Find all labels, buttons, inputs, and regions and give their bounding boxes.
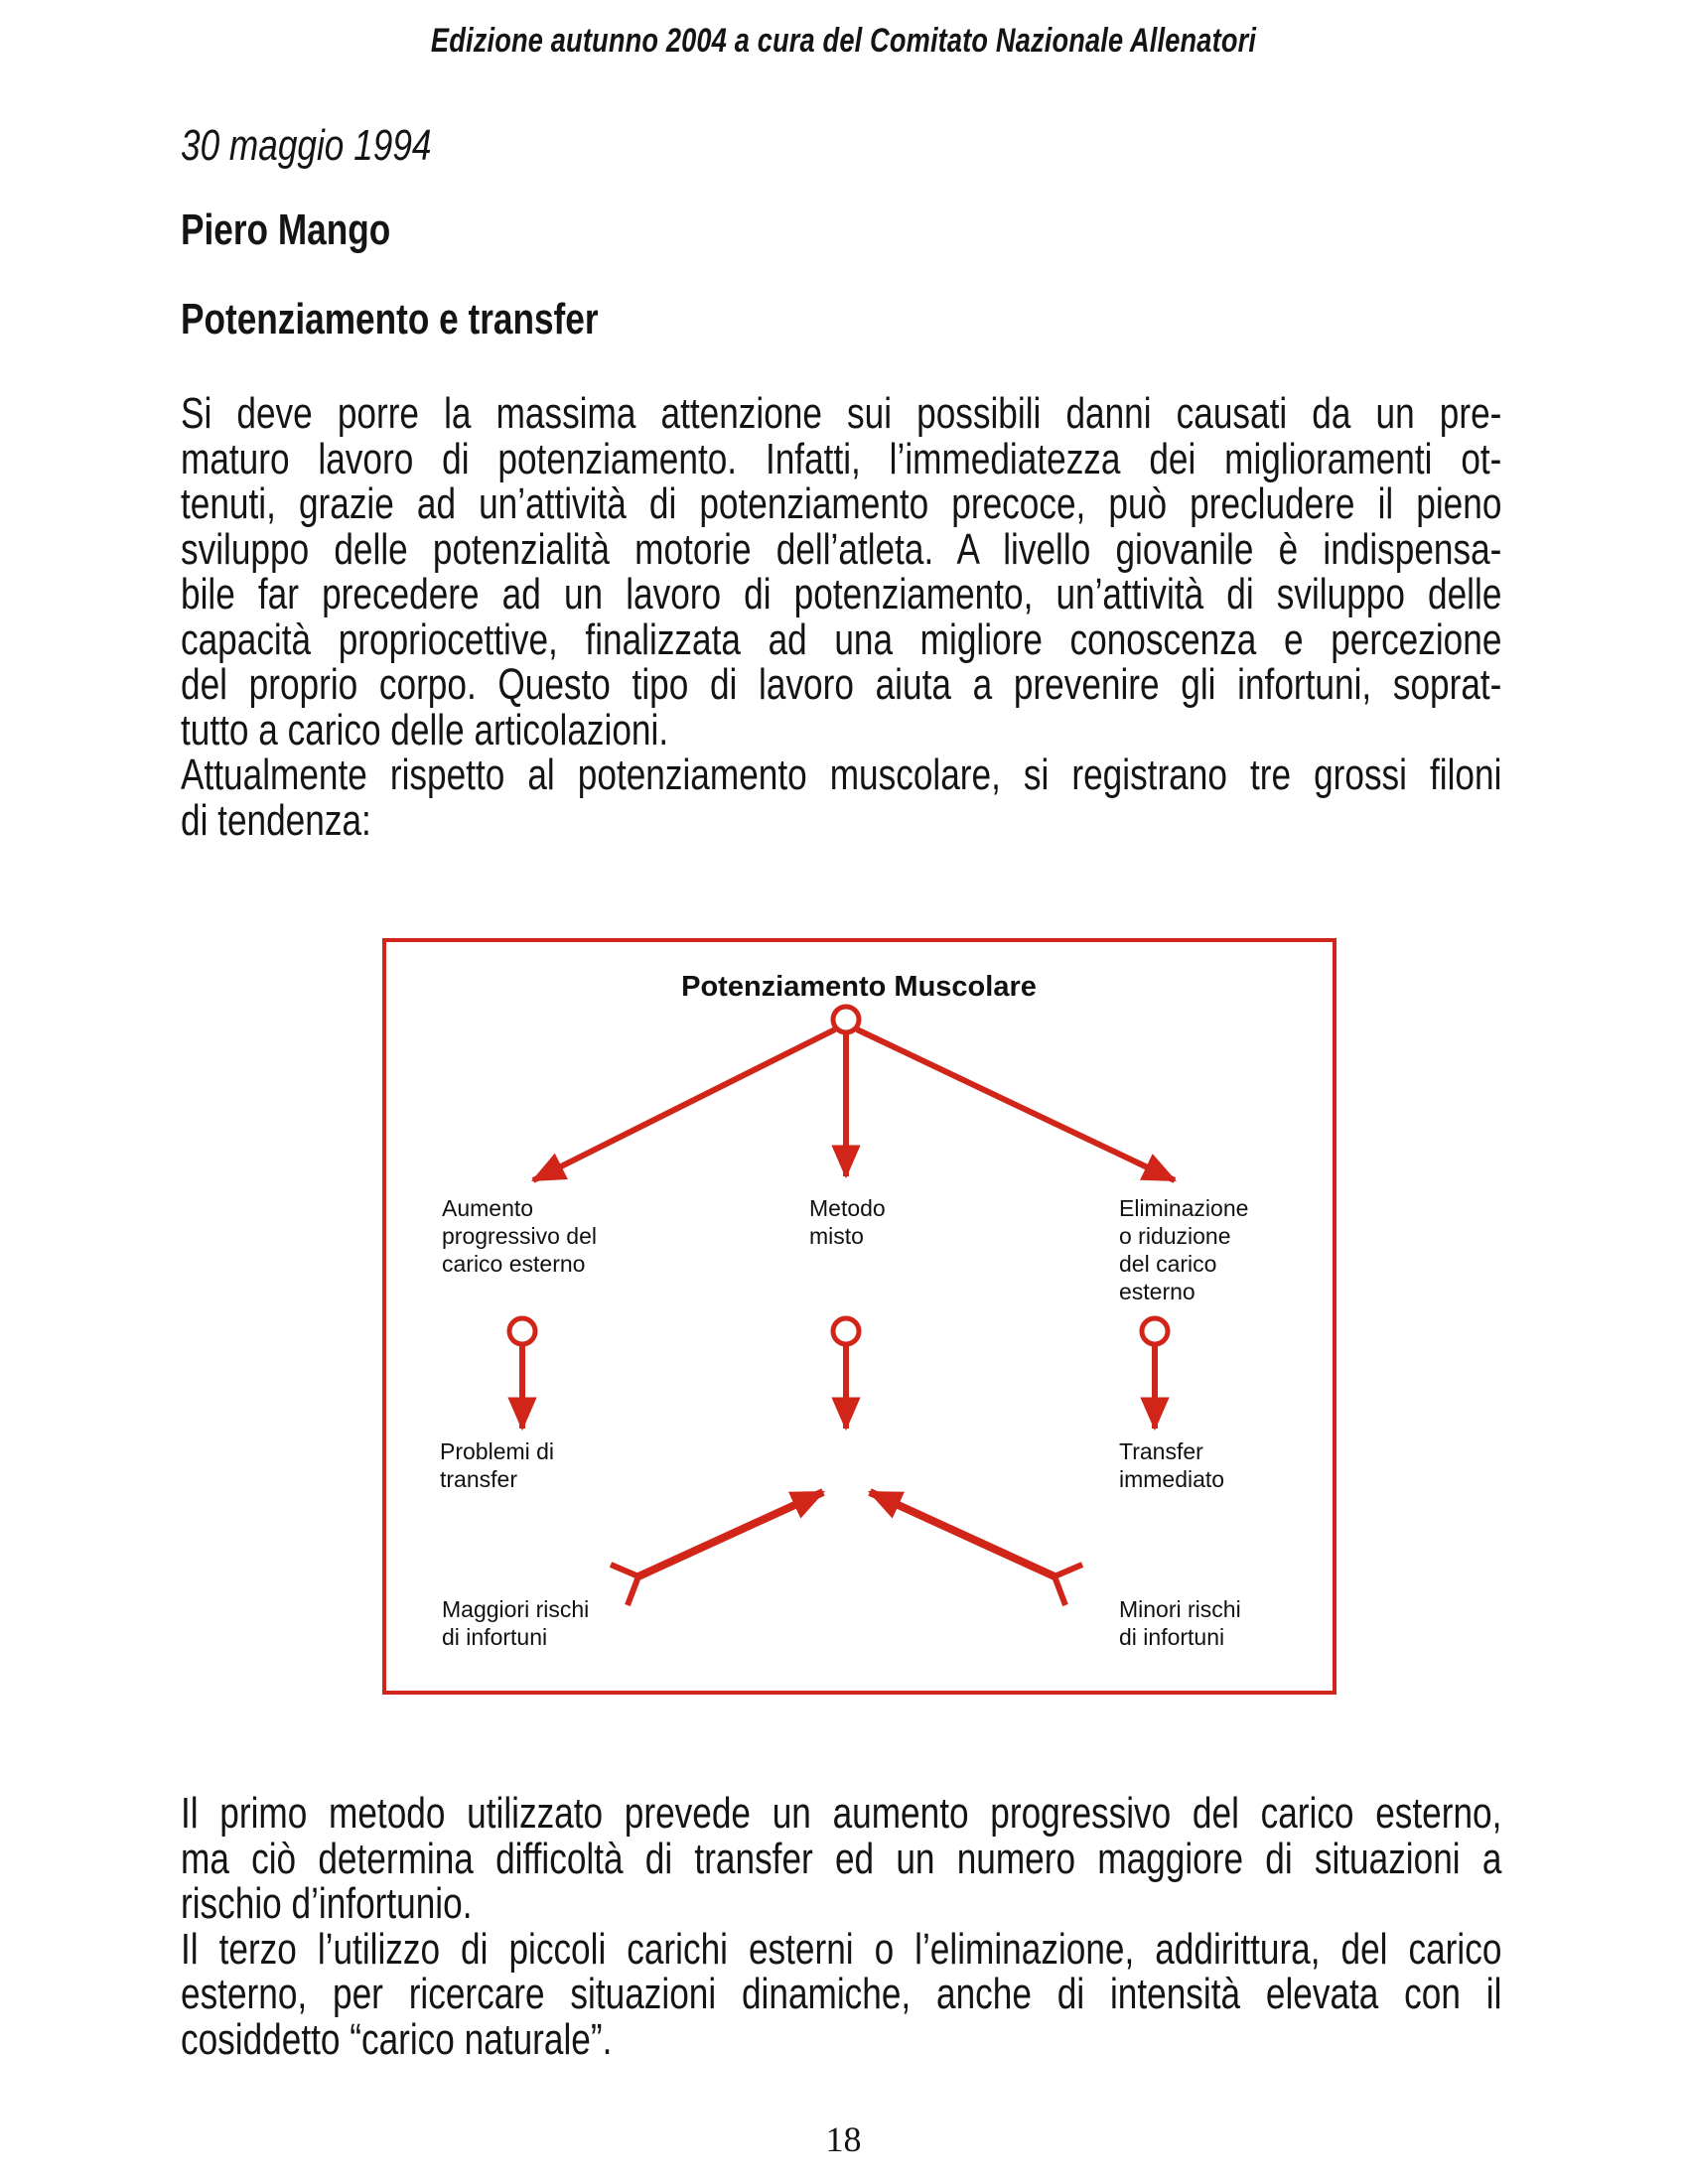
label-line: Eliminazione [1119,1195,1249,1221]
label-line: progressivo del [442,1223,597,1249]
connector-left [509,1318,535,1429]
paragraph-line: del proprio corpo. Questo tipo di lavoro aiuta a prevenire gli infortuni, soprat- [181,660,1502,709]
label-outcome-right [1119,1438,1224,1492]
page-number: 18 [825,2119,862,2159]
paragraph-line: ma ciò determina difficoltà di transfer ed un numero maggiore di situazioni a [181,1834,1502,1883]
paragraph-line: cosiddetto “carico naturale”. [181,2014,613,2064]
paragraph-line: Il terzo l’utilizzo di piccoli carichi esterni o l’eliminazione, addirittura, del carico [181,1924,1502,1974]
label-line: Metodo [809,1195,886,1221]
label-outcome-left [440,1438,554,1492]
label-line: o riduzione [1119,1223,1231,1249]
diagram-canvas [382,938,1336,1695]
fork-prong [1054,1576,1065,1605]
paragraph-line: esterno, per ricercare situazioni dinamiche, anche di intensità elevata con il [181,1970,1502,2018]
fork-prong [628,1576,638,1605]
connector-middle [833,1318,859,1429]
diagram-title: Potenziamento Muscolare [681,971,1037,1003]
converging-arrow-left [611,1492,823,1605]
label-line: carico esterno [442,1251,586,1277]
author-name: Piero Mango [181,205,391,254]
label-branch-right [1119,1195,1248,1304]
fork-prong [1054,1565,1082,1576]
label-risk-right [1119,1596,1241,1650]
paragraph-line: Si deve porre la massima attenzione sui possibili danni causati da un pre- [181,389,1502,438]
paragraph-line: capacità propriocettive, finalizzata ad una migliore conoscenza e percezione [181,614,1502,664]
up-left-arrow [870,1492,1054,1576]
up-right-arrow [638,1492,823,1576]
converging-arrow-right [870,1492,1082,1605]
date-line: 30 maggio 1994 [181,121,432,170]
label-line: Aumento [442,1195,534,1221]
label-line: di infortuni [442,1624,548,1650]
muscle-strengthening-diagram [382,938,1336,1695]
paragraph-2 [181,1791,1501,2062]
paragraph-line: maturo lavoro di potenziamento. Infatti, l’immediatezza dei miglioramenti ot- [181,434,1502,483]
section-title: Potenziamento e transfer [181,295,599,343]
label-line: del carico [1119,1251,1217,1277]
diagram-border [384,940,1335,1693]
paragraph-1 [181,391,1501,843]
label-line: transfer [440,1466,517,1492]
label-line: Maggiori rischi [442,1596,590,1622]
label-line: immediato [1119,1466,1225,1492]
paragraph-line: tenuti, grazie ad un’attività di potenziamento precoce, può precludere il pieno [181,479,1502,528]
root-node-circle-icon [833,1007,859,1032]
paragraph-line: di tendenza: [181,795,371,845]
label-line: di infortuni [1119,1624,1225,1650]
label-line: esterno [1119,1279,1195,1304]
label-line: Minori rischi [1119,1596,1241,1622]
connector-circle-icon [833,1318,859,1344]
paragraph-line: tutto a carico delle articolazioni. [181,705,669,754]
label-line: Transfer [1119,1438,1203,1464]
label-branch-left [442,1195,597,1277]
fork-prong [611,1565,638,1576]
paragraph-line: Attualmente rispetto al potenziamento muscolare, si registrano tre grossi filoni [181,751,1502,799]
label-line: misto [809,1223,864,1249]
branch-arrow-right [857,1029,1175,1180]
connector-right [1142,1318,1168,1429]
paragraph-line: bile far precedere ad un lavoro di potenziamento, un’attività di sviluppo delle [181,570,1502,618]
running-header: Edizione autunno 2004 a cura del Comitato Nazionale Allenatori [430,22,1257,60]
paragraph-line: Il primo metodo utilizzato prevede un aumento progressivo del carico esterno, [181,1789,1502,1838]
branch-arrow-left [533,1029,835,1180]
connector-circle-icon [1142,1318,1168,1344]
label-branch-middle [809,1195,886,1249]
connector-circle-icon [509,1318,535,1344]
label-line: Problemi di [440,1438,555,1464]
paragraph-line: sviluppo delle potenzialità motorie dell’atleta. A livello giovanile è indispensa- [181,524,1502,574]
label-risk-left [442,1596,589,1650]
paragraph-line: rischio d’infortunio. [181,1879,473,1928]
